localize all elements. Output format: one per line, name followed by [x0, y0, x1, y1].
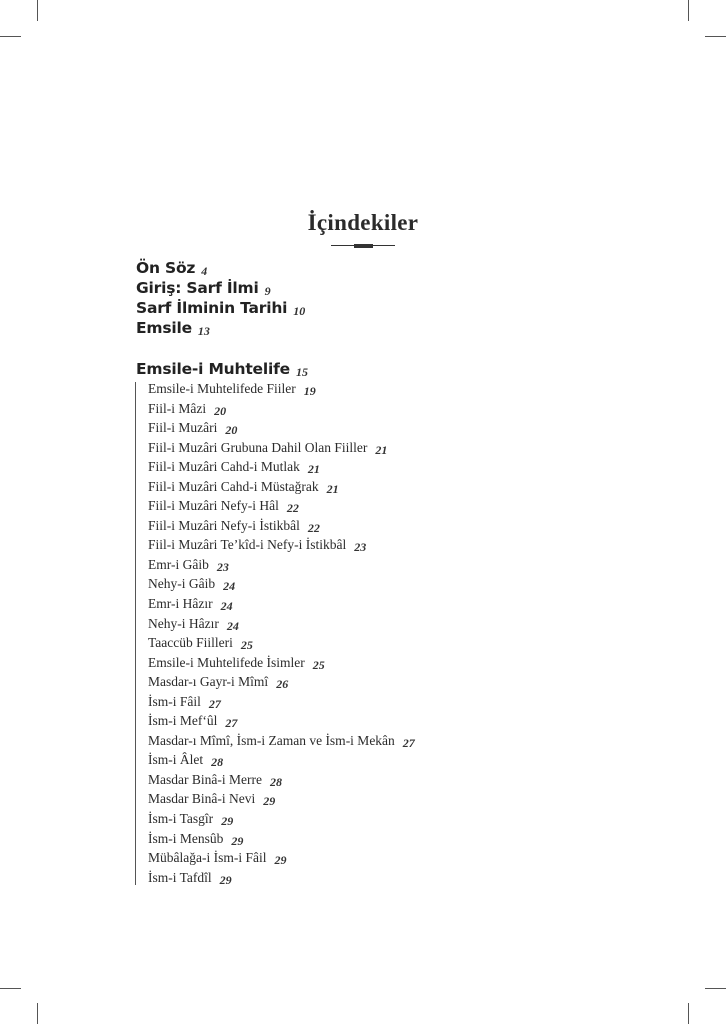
toc-sub-entry[interactable] — [148, 848, 415, 868]
toc-sub-entry[interactable] — [148, 672, 415, 692]
toc-sub-entry[interactable] — [148, 692, 415, 712]
toc-sub-entry[interactable] — [148, 555, 415, 575]
toc-sub-entry[interactable] — [148, 868, 415, 888]
toc-sub-entry[interactable] — [148, 750, 415, 770]
toc-sub-entry[interactable] — [148, 614, 415, 634]
crop-mark — [705, 36, 726, 37]
toc-sub-entry[interactable] — [148, 477, 415, 497]
title-divider-accent — [354, 244, 373, 248]
toc-sub-entry[interactable] — [148, 789, 415, 809]
section-vertical-rule — [135, 382, 136, 885]
toc-entry-label: Emsile-i Muhtelife — [136, 360, 290, 378]
toc-sub-entry[interactable] — [148, 457, 415, 477]
toc-entry-label: Masdar Binâ-i Merre — [148, 771, 262, 787]
toc-entry-label: Masdar-ı Gayr-i Mîmî — [148, 674, 269, 690]
toc-page-number: 29 — [274, 853, 287, 868]
toc-sub-entry[interactable] — [148, 731, 415, 751]
toc-sub-entry[interactable] — [148, 711, 415, 731]
toc-sub-entry[interactable] — [148, 399, 415, 419]
toc-sub-entry[interactable] — [148, 653, 415, 673]
crop-mark — [0, 36, 21, 37]
toc-sub-entry[interactable] — [148, 770, 415, 790]
toc-entry-label: Masdar Binâ-i Nevi — [148, 791, 256, 807]
toc-page-number: 21 — [375, 442, 388, 457]
toc-page-number: 29 — [221, 814, 234, 829]
toc-entry-label: İsm-i Tasgîr — [148, 811, 214, 827]
toc-page-number: 25 — [240, 638, 253, 653]
toc-page-number: 27 — [225, 716, 238, 731]
toc-entry-label: Emr-i Gâib — [148, 556, 209, 572]
toc-entry-label: Sarf İlminin Tarihi — [136, 299, 288, 317]
toc-page-number: 20 — [225, 423, 238, 438]
toc-sub-entry[interactable] — [148, 496, 415, 516]
toc-sub-entry[interactable] — [148, 809, 415, 829]
toc-entry-label: Nehy-i Hâzır — [148, 615, 219, 631]
toc-page-number: 26 — [276, 677, 289, 692]
toc-page-number: 22 — [286, 501, 299, 516]
toc-sub-entry[interactable] — [148, 516, 415, 536]
toc-sub-entry[interactable] — [148, 418, 415, 438]
toc-page-number: 23 — [354, 540, 367, 555]
toc-entry-label: Fiil-i Muzâri Nefy-i İstikbâl — [148, 517, 300, 533]
toc-major-entry[interactable] — [136, 298, 636, 317]
toc-page-number: 27 — [208, 696, 221, 711]
toc-major-entry[interactable] — [136, 278, 636, 297]
toc-page-number: 10 — [293, 304, 306, 318]
toc-entry-label: İsm-i Fâil — [148, 693, 201, 709]
toc-page-number: 25 — [312, 657, 325, 672]
toc-entry-label: Emsile-i Muhtelifede İsimler — [148, 654, 305, 670]
toc-sub-entry[interactable] — [148, 594, 415, 614]
toc-page-number: 24 — [220, 599, 233, 614]
toc-page-number: 24 — [223, 579, 236, 594]
toc-entry-label: Fiil-i Muzâri — [148, 420, 218, 436]
toc-entry-label: Emsile-i Muhtelifede Fiiler — [148, 381, 296, 396]
toc-section-heading[interactable] — [136, 359, 636, 378]
toc-entry-label: Fiil-i Muzâri Cahd-i Mutlak — [148, 459, 300, 475]
crop-mark — [688, 0, 689, 21]
toc-page-number: 23 — [216, 559, 229, 574]
toc-sub-list — [148, 379, 415, 887]
toc-sub-entry[interactable] — [148, 438, 415, 458]
toc-entry-label: İsm-i Mensûb — [148, 830, 224, 846]
toc-page-number: 29 — [263, 794, 276, 809]
crop-mark — [688, 1003, 689, 1024]
toc-entry-label: Emr-i Hâzır — [148, 596, 213, 612]
toc-entry-label: Ön Söz — [136, 259, 196, 277]
toc-page-number: 20 — [214, 403, 227, 418]
toc-page-number: 27 — [402, 735, 415, 750]
toc-entry-label: Giriş: Sarf İlmi — [136, 279, 259, 297]
toc-entry-label: Nehy-i Gâib — [148, 576, 216, 592]
toc-entry-label: İsm-i Tafdîl — [148, 869, 212, 885]
toc-entry-label: İsm-i Mef‘ûl — [148, 713, 218, 729]
toc-sub-entry[interactable] — [148, 574, 415, 594]
toc-sub-entry[interactable] — [148, 633, 415, 653]
toc-page-number: 15 — [295, 365, 308, 379]
toc-page-number: 29 — [231, 833, 244, 848]
toc-page-number: 13 — [197, 324, 210, 338]
toc-page-number: 21 — [307, 462, 320, 477]
toc-entry-label: Fiil-i Muzâri Cahd-i Müstağrak — [148, 478, 319, 494]
toc-entry-label: Taaccüb Fiilleri — [148, 635, 233, 651]
crop-mark — [37, 0, 38, 21]
toc-entry-label: Fiil-i Muzâri Te’kîd-i Nefy-i İstikbâl — [148, 537, 347, 553]
crop-mark — [705, 988, 726, 989]
toc-page-number: 29 — [219, 872, 232, 887]
toc-page-number: 24 — [226, 618, 239, 633]
toc-page-number: 28 — [211, 755, 224, 770]
page-title: İçindekiler — [307, 210, 419, 235]
toc-sub-entry[interactable] — [148, 829, 415, 849]
toc-page-number: 21 — [326, 481, 339, 496]
toc-page-number: 28 — [269, 774, 282, 789]
toc-entry-label: Fiil-i Muzâri Grubuna Dahil Olan Fiiller — [148, 439, 368, 455]
toc-page-number: 4 — [201, 264, 208, 278]
toc-entry-label: Mübâlağa-i İsm-i Fâil — [148, 850, 267, 866]
toc-sub-entry[interactable] — [148, 535, 415, 555]
toc-page-number: 9 — [264, 284, 271, 298]
crop-mark — [37, 1003, 38, 1024]
toc-page-number: 22 — [307, 520, 320, 535]
toc-page-number: 19 — [303, 384, 316, 398]
toc-entry-label: Fiil-i Muzâri Nefy-i Hâl — [148, 498, 279, 514]
toc-major-entry[interactable] — [136, 318, 636, 337]
toc-entry-label: Masdar-ı Mîmî, İsm-i Zaman ve İsm-i Mekân — [148, 732, 395, 748]
toc-entry-label: Emsile — [136, 319, 192, 337]
toc-major-entry[interactable] — [136, 258, 636, 277]
toc-entry-label: İsm-i Âlet — [148, 752, 204, 768]
crop-mark — [0, 988, 21, 989]
toc-sub-entry[interactable] — [148, 379, 415, 399]
toc-entry-label: Fiil-i Mâzi — [148, 400, 207, 416]
